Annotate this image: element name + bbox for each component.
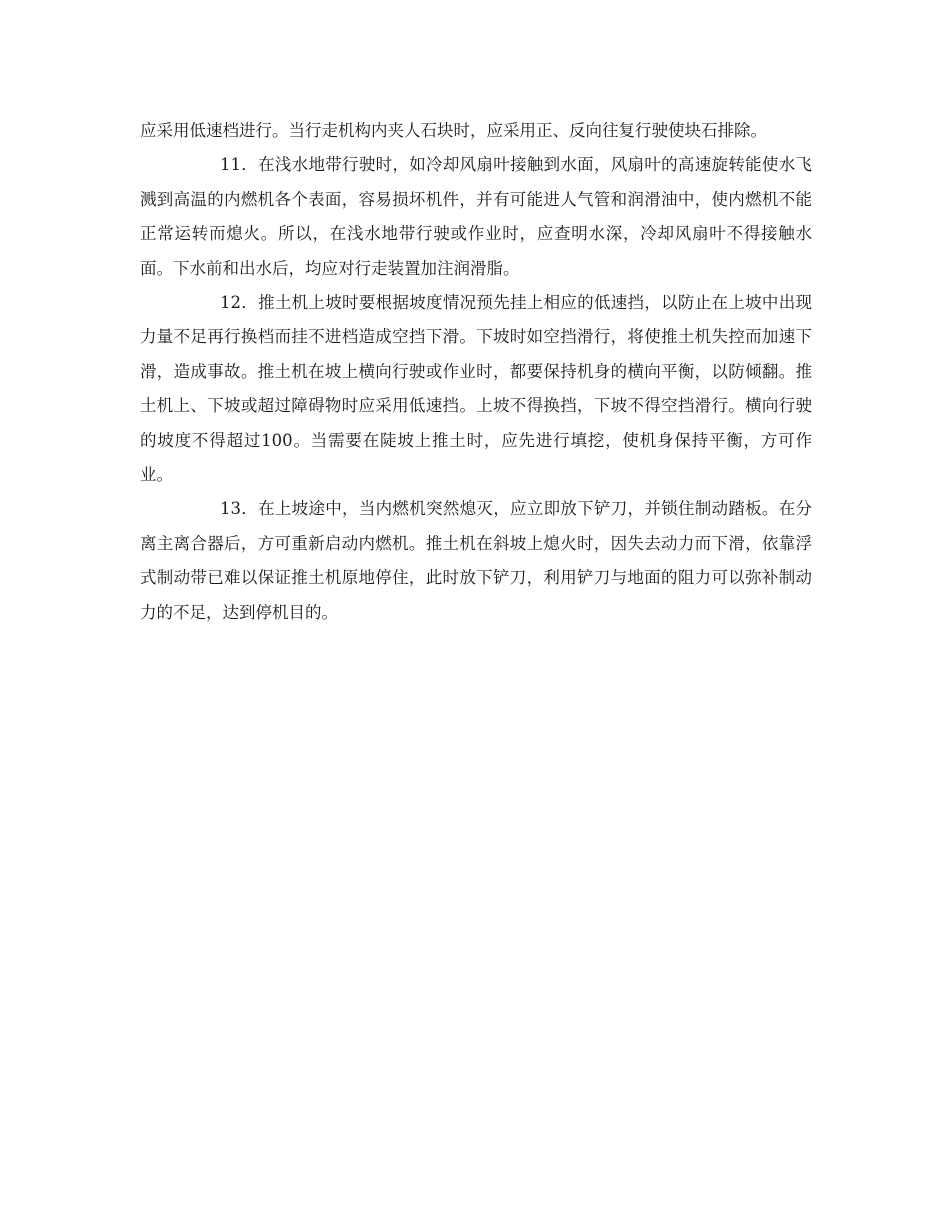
paragraph-continuation: 应采用低速档进行。当行走机构内夹人石块时，应采用正、反向往复行驶使块石排除。: [140, 121, 767, 140]
paragraph-item-12: 12．推土机上坡时要根据坡度情况预先挂上相应的低速挡，以防止在上坡中出现力量不足再行换档而挂不进档造成空挡下滑。下坡时如空挡滑行，将使推土机失控而加速下滑，造成事故。推土机在坡上横向行驶或作业时，都要保持机身的横向平衡，以防倾翻。推土机上、下坡或超过障碍物时应采用低速挡。上坡不得换挡，下坡不得空挡滑行。横向行驶的坡度不得超过100。当需要在陡坡上推土时，应先进行填挖，使机身保持平衡，方可作业。: [140, 293, 812, 485]
paragraph-item-11: 11．在浅水地带行驶时，如冷却风扇叶接触到水面，风扇叶的高速旋转能使水飞溅到高温的内燃机各个表面，容易损坏机件，并有可能进人气管和润滑油中，使内燃机不能正常运转而熄火。所以，在浅水地带行驶或作业时，应查明水深，冷却风扇叶不得接触水面。下水前和出水后，均应对行走装置加注润滑脂。: [140, 155, 812, 278]
paragraph-item-13: 13．在上坡途中，当内燃机突然熄灭，应立即放下铲刀，并锁住制动踏板。在分离主离合器后，方可重新启动内燃机。推土机在斜坡上熄火时，因失去动力而下滑，依靠浮式制动带已难以保证推土机原地停住，此时放下铲刀，利用铲刀与地面的阻力可以弥补制动力的不足，达到停机目的。: [140, 499, 812, 622]
document-body: [140, 114, 812, 630]
